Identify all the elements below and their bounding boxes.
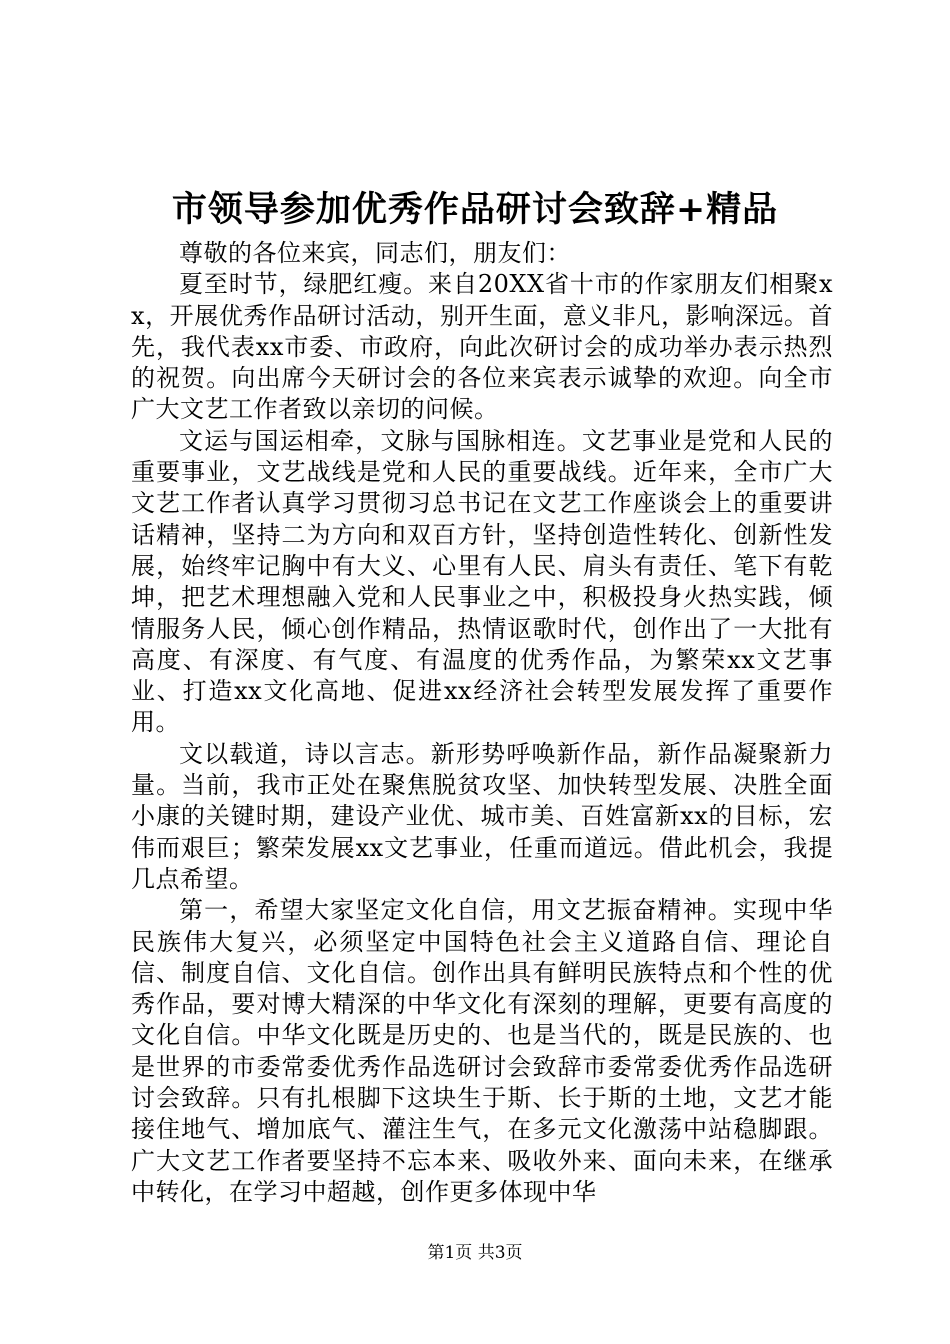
paragraph-opening: 夏至时节，绿肥红瘦。来自20XX省十市的作家朋友们相聚xx，开展优秀作品研讨活动，别开生面，意义非凡，影响深远。首先，我代表xx市委、市政府，向此次研讨会的成功举办表示热烈的祝贺。向出席今天研讨会的各位来宾表示诚挚的欢迎。向全市广大文艺工作者致以亲切的问候。 xyxy=(131,270,833,424)
paragraph-salutation: 尊敬的各位来宾，同志们，朋友们： xyxy=(179,239,571,267)
paragraph-current-situation: 文以载道，诗以言志。新形势呼唤新作品，新作品凝聚新力量。当前，我市正处在聚焦脱贫攻坚、加快转型发展、决胜全面小康的关键时期，建设产业优、城市美、百姓富新xx的目标，宏伟而艰巨；繁荣发展xx文艺事业，任重而道远。借此机会，我提几点希望。 xyxy=(131,739,833,893)
paragraph-achievements: 文运与国运相牵，文脉与国脉相连。文艺事业是党和人民的重要事业，文艺战线是党和人民的重要战线。近年来，全市广大文艺工作者认真学习贯彻习总书记在文艺工作座谈会上的重要讲话精神，坚持二为方向和双百方针，坚持创造性转化、创新性发展，始终牢记胸中有大义、心里有人民、肩头有责任、笔下有乾坤，把艺术理想融入党和人民事业之中，积极投身火热实践，倾情服务人民，倾心创作精品，热情讴歌时代，创作出了一大批有高度、有深度、有气度、有温度的优秀作品，为繁荣xx文艺事业、打造xx文化高地、促进xx经济社会转型发展发挥了重要作用。 xyxy=(131,426,833,737)
page-number-footer: 第1页 共3页 xyxy=(427,1243,523,1263)
document-title: 市领导参加优秀作品研讨会致辞+精品 xyxy=(171,189,779,230)
paragraph-first-hope: 第一，希望大家坚定文化自信，用文艺振奋精神。实现中华民族伟大复兴，必须坚定中国特色社会主义道路自信、理论自信、制度自信、文化自信。创作出具有鲜明民族特点和个性的优秀作品，要对博大精深的中华文化有深刻的理解，更要有高度的文化自信。中华文化既是历史的、也是当代的，既是民族的、也是世界的市委常委优秀作品选研讨会致辞市委常委优秀作品选研讨会致辞。只有扎根脚下这块生于斯、长于斯的土地，文艺才能接住地气、增加底气、灌注生气，在多元文化激荡中站稳脚跟。广大文艺工作者要坚持不忘本来、吸收外来、面向未来，在继承中转化，在学习中超越，创作更多体现中华 xyxy=(131,896,833,1206)
document-body xyxy=(131,238,833,1208)
